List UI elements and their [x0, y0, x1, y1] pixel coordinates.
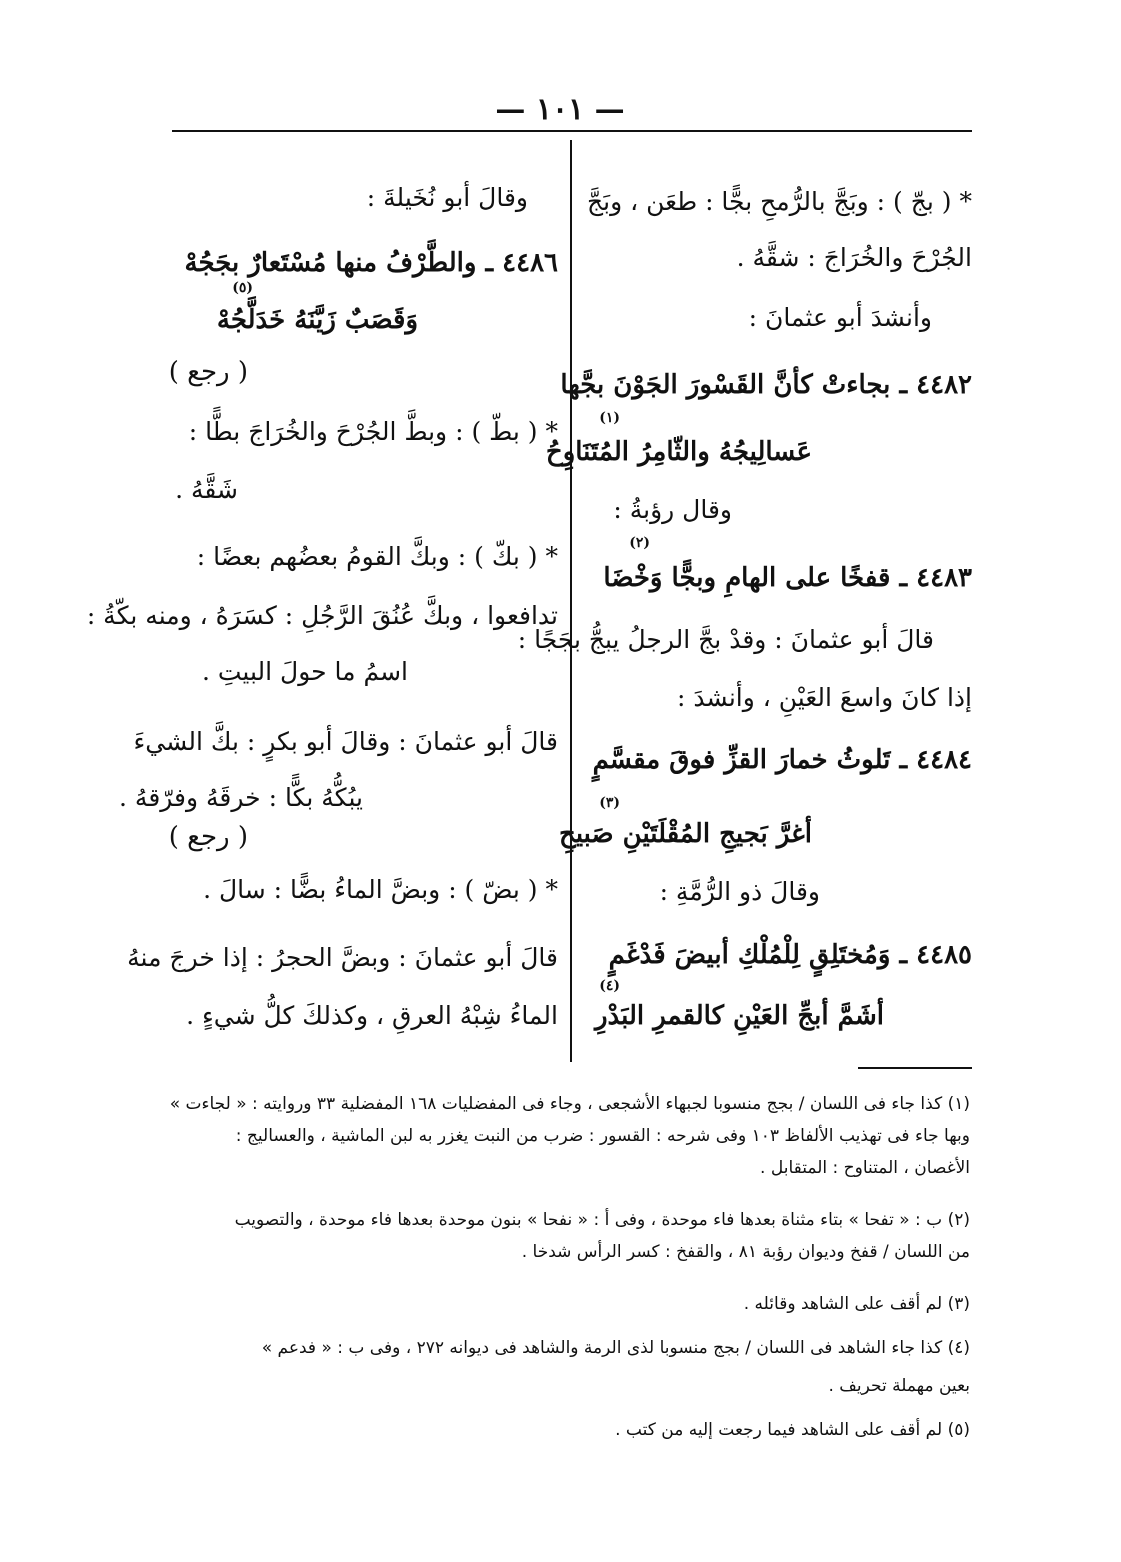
text-line: قالَ أبو عثمانَ : وقدْ بجَّ الرجلُ يبجُّ بجَجًا : [517, 625, 934, 654]
header-rule [172, 130, 972, 132]
entry-bakk-heading: * ( بكّ ) : وبكَّ القومُ بعضُهم بعضًا : [196, 542, 558, 571]
text-line: يبُكُّهُ بكًّا : خرقَهُ وفرّقهُ . [119, 783, 363, 812]
attribution-line: وقال رؤبةُ : [613, 495, 732, 524]
verse-4485-second: أشَمَّ أبجِّ العَيْنِ كالقمرِ البَدْرِ [594, 1001, 884, 1031]
attribution-line: وقالَ أبو نُخَيلةَ : [366, 183, 528, 212]
footnote-4-line: بعين مهملة تحريف . [828, 1376, 970, 1396]
footnote-3-line: (٣) لم أقف على الشاهد وقائله . [743, 1294, 970, 1314]
verse-4484-second: أغرَّ بَجيجِ المُقْلَتَيْنِ صَبيحِ [559, 819, 812, 849]
text-line: الجُرْحَ والخُرَاجَ : شقَّهُ . [736, 243, 972, 272]
text-line: شَقَّهُ . [175, 475, 238, 504]
note-marker-3: (٣) [599, 795, 620, 811]
text-line: الماءُ شِبْهُ العرقِ ، وكذلكَ كلُّ شيءٍ . [186, 1001, 558, 1030]
footnote-5-line: (٥) لم أقف على الشاهد فيما رجعت إليه من كتب . [615, 1420, 970, 1440]
text-line: قالَ أبو عثمانَ : وقالَ أبو بكرٍ : بكَّ الشيءَ [133, 727, 558, 756]
entry-bajj-heading: * ( بجّ ) : وبَجَّ بالرُّمحِ بجًّا : طعَن ، وبَجَّ [587, 187, 972, 216]
verse-4484-first: ٤٤٨٤ ـ تَلوثُ خمارَ القزِّ فوقَ مقسَّمٍ [592, 745, 972, 775]
attribution-line: وقالَ ذو الرُّمَّةِ : [659, 877, 820, 906]
footnote-1-line: الأغصان ، المتناوح : المتقابل . [760, 1158, 970, 1178]
text-line: تدافعوا ، وبكَّ عُنُقَ الرَّجُلِ : كسَرَهُ ، ومنه بكّةُ : [86, 601, 558, 630]
footnote-4-line: (٤) كذا جاء الشاهد فى اللسان / بجج منسوبا لذى الرمة والشاهد فى ديوانه ٢٧٢ ، وفى ب : « فدعم » [261, 1338, 970, 1358]
footnote-1-line: (١) كذا جاء فى اللسان / بجج منسوبا لجبهاء الأشجعى ، وجاء فى المفضليات ١٦٨ المفضلية ٣٣ وروايته : « لجاءت » [169, 1094, 970, 1114]
note-marker-4: (٤) [599, 978, 620, 994]
verse-4482-second: عَسالِيجُهُ والثّامِرُ المُتَنَاوِحُ [545, 437, 812, 467]
rajaz-marker: ( رجع ) [168, 822, 248, 852]
verse-4486-first: ٤٤٨٦ ـ والطَّرْفُ منها مُسْتَعارٌ بجَجُهْ [184, 248, 558, 278]
verse-4482-first: ٤٤٨٢ ـ بجاءتْ كأنَّ القَسْورَ الجَوْنَ بجَّها [560, 370, 972, 400]
text-line: إذا كانَ واسعَ العَيْنِ ، وأنشدَ : [677, 683, 972, 712]
verse-4486-second: وَقَصَبٌ زَيَّنَهُ خَدَلَّجُهْ [216, 305, 418, 335]
note-marker-1: (١) [599, 410, 620, 426]
verse-4485-first: ٤٤٨٥ ـ وَمُختَلِقٍ لِلْمُلْكِ أبيضَ فَدْغَمٍ [608, 940, 972, 970]
column-divider [570, 140, 572, 1062]
footnote-rule [858, 1067, 972, 1069]
footnote-2-line: من اللسان / قفخ وديوان رؤبة ٨١ ، والقفخ : كسر الرأس شدخا . [521, 1242, 970, 1262]
verse-4483: ٤٤٨٣ ـ قفخًا على الهامِ وبجًّا وَخْضَا [603, 563, 972, 593]
page-number: — ١٠١ — [495, 92, 625, 127]
text-line: قالَ أبو عثمانَ : وبضَّ الحجرُ : إذا خرجَ منهُ [127, 943, 558, 972]
rajaz-marker: ( رجع ) [168, 357, 248, 387]
entry-badd-heading: * ( بضّ ) : وبضَّ الماءُ بضًّا : سالَ . [203, 875, 558, 904]
note-marker-2: (٢) [629, 535, 650, 551]
text-line: اسمُ ما حولَ البيتِ . [201, 657, 408, 686]
footnote-1-line: وبها جاء فى تهذيب الألفاظ ١٠٣ وفى شرحه : القسور : ضرب من النبت يغزر به لبن الماشية ، والعساليج : [235, 1126, 970, 1146]
note-marker-5: (٥) [232, 280, 253, 296]
attribution-line: وأنشدَ أبو عثمانَ : [748, 303, 932, 332]
footnote-2-line: (٢) ب : « تفحا » بتاء مثناة بعدها فاء موحدة ، وفى أ : « نفحا » بنون موحدة بعدها فاء موحدة ، والتصويب [234, 1210, 970, 1230]
entry-batt-heading: * ( بطّ ) : وبطَّ الجُرْحَ والخُرَاجَ بطًّا : [188, 417, 558, 446]
